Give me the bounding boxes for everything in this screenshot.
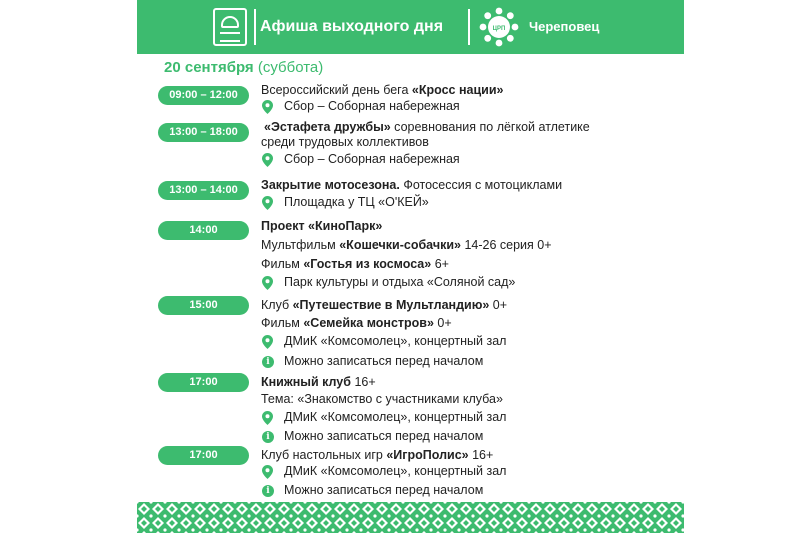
date-weekday: (суббота) xyxy=(257,59,324,76)
event-note: Можно записаться перед началом xyxy=(284,483,484,497)
event-location: Парк культуры и отдыха «Соляной сад» xyxy=(284,275,516,289)
event-title: Книжный клуб xyxy=(261,375,351,389)
time-badge: 13:00 – 18:00 xyxy=(158,123,249,142)
time-badge: 17:00 xyxy=(158,373,249,392)
event-title-line xyxy=(261,219,382,234)
event-title-line: «Эстафета дружбы» соревнования по лёгкой атлетике xyxy=(264,120,590,134)
info-icon: i xyxy=(262,485,274,497)
city-sun-logo-icon xyxy=(479,7,519,47)
location-pin-icon xyxy=(262,335,273,349)
event-location: ДМиК «Комсомолец», концертный зал xyxy=(284,334,507,348)
date-day: 20 сентября xyxy=(164,59,254,76)
header-city: Череповец xyxy=(529,19,600,34)
event-description: среди трудовых коллективов xyxy=(261,135,429,149)
event-location: ДМиК «Комсомолец», концертный зал xyxy=(284,464,507,478)
event-title-line: Закрытие мотосезона. Фотосессия с мотоциклами xyxy=(261,178,563,192)
event-subitem: Мультфильм «Кошечки-собачки» 14-26 серия 0+ xyxy=(261,238,552,252)
info-icon: i xyxy=(262,431,274,443)
location-pin-icon xyxy=(262,153,273,167)
event-title: «Кросс нации» xyxy=(411,83,504,97)
city-crest-icon xyxy=(213,8,247,46)
time-badge: 13:00 – 14:00 xyxy=(158,181,249,200)
location-pin-icon xyxy=(262,411,273,425)
event-location: Сбор – Соборная набережная xyxy=(284,99,460,113)
location-pin-icon xyxy=(262,196,273,210)
event-title: «Путешествие в Мультландию» xyxy=(292,298,490,312)
header-divider xyxy=(468,9,470,45)
event-title-line: Клуб настольных игр «ИгроПолис» 16+ xyxy=(261,448,494,462)
time-badge: 14:00 xyxy=(158,221,249,240)
header-bar xyxy=(137,0,684,54)
event-location: ДМиК «Комсомолец», концертный зал xyxy=(284,410,507,424)
event-title: «ИгроПолис» xyxy=(386,448,469,462)
event-subitem: Фильм «Гостья из космоса» 6+ xyxy=(261,257,449,271)
event-location: Площадка у ТЦ «О'КЕЙ» xyxy=(284,195,429,209)
header-divider xyxy=(254,9,256,45)
event-note: Можно записаться перед началом xyxy=(284,429,484,443)
date-heading xyxy=(164,59,323,76)
event-location: Сбор – Соборная набережная xyxy=(284,152,460,166)
time-badge: 09:00 – 12:00 xyxy=(158,86,249,105)
event-subitem: Фильм «Семейка монстров» 0+ xyxy=(261,316,452,330)
event-title-line: Всероссийский день бега «Кросс нации» xyxy=(261,83,504,97)
footer-ornament xyxy=(137,502,684,533)
time-badge: 17:00 xyxy=(158,446,249,465)
location-pin-icon xyxy=(262,276,273,290)
event-note: Можно записаться перед началом xyxy=(284,354,484,368)
event-title: «Эстафета дружбы» xyxy=(264,120,391,134)
city-logo-text: ЦРП xyxy=(492,26,506,32)
header-title: Афиша выходного дня xyxy=(260,18,444,35)
event-title: Закрытие мотосезона. xyxy=(261,178,400,192)
event-title: Проект «КиноПарк» xyxy=(261,219,383,233)
info-icon: i xyxy=(262,356,274,368)
event-title-line: Книжный клуб 16+ xyxy=(261,375,376,389)
event-title-line: Клуб «Путешествие в Мультландию» 0+ xyxy=(261,298,508,312)
location-pin-icon xyxy=(262,465,273,479)
location-pin-icon xyxy=(262,100,273,114)
poster xyxy=(137,0,684,533)
event-description: Тема: «Знакомство с участниками клуба» xyxy=(261,392,503,406)
time-badge: 15:00 xyxy=(158,296,249,315)
